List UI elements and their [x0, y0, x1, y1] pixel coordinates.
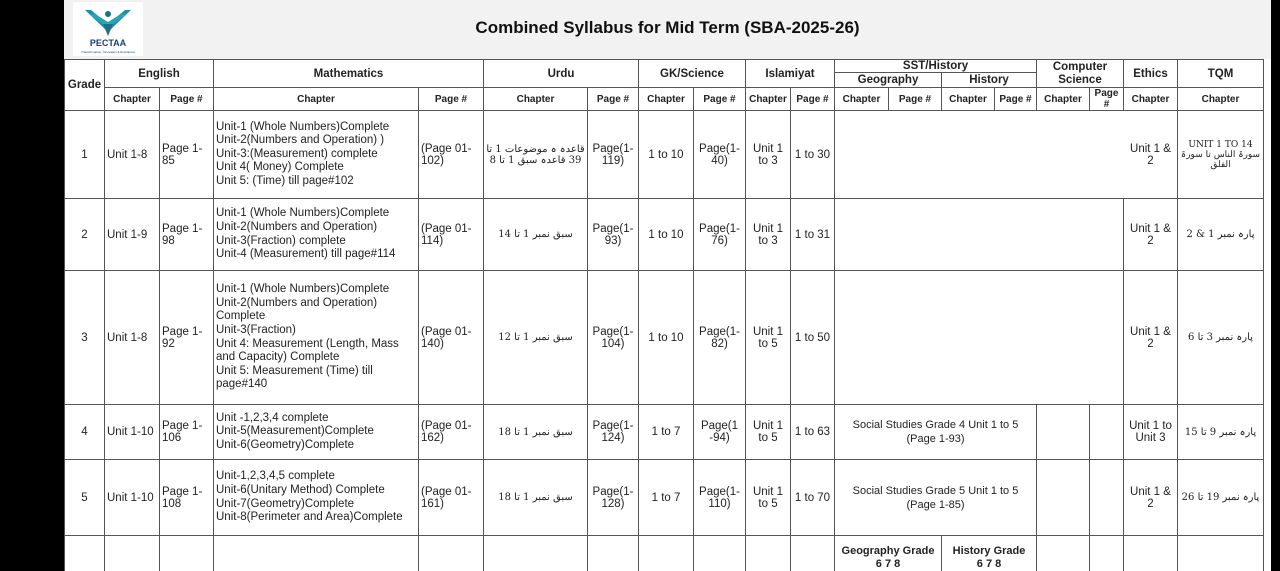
- urdu-chapter-cell: سبق نمبر 1 تا 12: [484, 271, 588, 405]
- computer-page-cell: [1090, 460, 1124, 536]
- empty-cell: [1037, 536, 1090, 571]
- sst-history-header: [835, 60, 1037, 88]
- grade-header: Grade: [65, 60, 105, 111]
- maths-page-cell: (Page 01-114): [419, 199, 484, 271]
- empty-cell: [105, 536, 160, 571]
- tqm-cell: پارہ نمبر 9 تا 15: [1178, 405, 1264, 460]
- islamiyat-header: Islamiyat: [746, 60, 835, 88]
- empty-cell: [746, 536, 791, 571]
- english-chapter-cell: Unit 1-9: [105, 199, 160, 271]
- social-studies-cell: [835, 460, 1037, 536]
- history-chapter-header: Chapter: [942, 88, 995, 111]
- maths-page-cell: (Page 01-162): [419, 405, 484, 460]
- urdu-chapter-cell: سبق نمبر 1 تا 18: [484, 405, 588, 460]
- grade-cell: 1: [65, 111, 105, 199]
- islamiyat-page-cell: 1 to 31: [791, 199, 835, 271]
- english-chapter-header: Chapter: [105, 88, 160, 111]
- tqm-cell: پارہ نمبر 3 تا 6: [1178, 271, 1264, 405]
- english-chapter-cell: Unit 1-10: [105, 405, 160, 460]
- geography-grade-cell: [835, 536, 942, 571]
- maths-line: Unit 4( Money) Complete: [216, 161, 344, 174]
- table-row: [65, 271, 1264, 405]
- islamiyat-page-cell: 1 to 70: [791, 460, 835, 536]
- islamiyat-chapter-cell: Unit 1 to 5: [746, 271, 791, 405]
- urdu-page-cell: Page(1-124): [588, 405, 639, 460]
- gk-page-cell: Page(1-110): [694, 460, 746, 536]
- maths-line: Complete: [216, 310, 266, 323]
- computer-chapter-header: Chapter: [1037, 88, 1090, 111]
- history-header: History: [969, 74, 1009, 86]
- geography-header: Geography: [835, 73, 942, 87]
- gk-chapter-cell: 1 to 7: [639, 405, 694, 460]
- english-page-cell: Page 1-108: [160, 460, 214, 536]
- urdu-page-cell: Page(1-128): [588, 460, 639, 536]
- gk-chapter-cell: 1 to 10: [639, 271, 694, 405]
- history-grade-cell: [942, 536, 1037, 571]
- urdu-chapter-cell: سبق نمبر 1 تا 14: [484, 199, 588, 271]
- urdu-chapter-header: Chapter: [484, 88, 588, 111]
- sst-line: (Page 1-93): [906, 433, 965, 445]
- empty-cell: [1090, 536, 1124, 571]
- table-row: [65, 111, 1264, 199]
- maths-line: Unit -1,2,3,4 complete: [216, 411, 329, 424]
- computer-page-header: Page #: [1090, 88, 1124, 111]
- empty-cell: [65, 536, 105, 571]
- maths-line: and Capacity) Complete: [216, 351, 340, 364]
- mathematics-header: Mathematics: [214, 60, 484, 88]
- social-studies-cell: [835, 405, 1037, 460]
- maths-page-cell: (Page 01-161): [419, 460, 484, 536]
- geography-page-header: Page #: [889, 88, 942, 111]
- maths-line: Unit-3(Fraction): [216, 323, 296, 336]
- ethics-cell: Unit 1 & 2: [1124, 460, 1178, 536]
- page-title: Combined Syllabus for Mid Term (SBA-2025-26): [475, 18, 860, 37]
- english-header: English: [105, 60, 214, 88]
- empty-cell: [419, 536, 484, 571]
- english-page-cell: Page 1-98: [160, 199, 214, 271]
- tqm-chapter-header: Chapter: [1178, 88, 1264, 111]
- sst-line: Social Studies Grade 5 Unit 1 to 5: [852, 484, 1019, 497]
- computer-chapter-cell: [1037, 405, 1090, 460]
- maths-line: Unit-1 (Whole Numbers)Complete: [216, 283, 390, 296]
- ethics-cell: Unit 1 to Unit 3: [1124, 405, 1178, 460]
- maths-line: Unit-6(Geometry)Complete: [216, 438, 355, 451]
- gk-chapter-cell: 1 to 10: [639, 111, 694, 199]
- table-row: [65, 405, 1264, 460]
- gk-chapter-cell: 1 to 7: [639, 460, 694, 536]
- english-page-cell: Page 1-85: [160, 111, 214, 199]
- ethics-cell: Unit 1 & 2: [1124, 199, 1178, 271]
- gk-page-header: Page #: [694, 88, 746, 111]
- history-grade-label: History Grade: [952, 545, 1026, 557]
- grade-cell: 4: [65, 405, 105, 460]
- empty-cell: [214, 536, 419, 571]
- tqm-cell: پارہ نمبر 19 تا 26: [1178, 460, 1264, 536]
- gk-chapter-header: Chapter: [639, 88, 694, 111]
- maths-line: Unit-1 (Whole Numbers)Complete: [216, 120, 390, 133]
- ethics-header: Ethics: [1124, 60, 1178, 88]
- maths-line: Unit-6(Unitary Method) Complete: [216, 483, 385, 496]
- ethics-cell: Unit 1 & 2: [1124, 271, 1178, 405]
- maths-line: Unit-1 (Whole Numbers)Complete: [216, 207, 390, 220]
- header-row-2: [65, 88, 1264, 111]
- gk-chapter-cell: 1 to 10: [639, 199, 694, 271]
- maths-chapter-cell: [214, 199, 419, 271]
- english-page-cell: Page 1-92: [160, 271, 214, 405]
- gk-page-cell: Page(1-40): [694, 111, 746, 199]
- maths-line: Unit-2(Numbers and Operation): [216, 220, 378, 233]
- islamiyat-chapter-header: Chapter: [746, 88, 791, 111]
- maths-line: Unit-7(Geometry)Complete: [216, 497, 355, 510]
- syllabus-table: [64, 59, 1264, 571]
- english-chapter-cell: Unit 1-10: [105, 460, 160, 536]
- tqm-cell: پارہ نمبر 1 & 2: [1178, 199, 1264, 271]
- gk-science-header: GK/Science: [639, 60, 746, 88]
- urdu-header: Urdu: [484, 60, 639, 88]
- english-page-header: Page #: [160, 88, 214, 111]
- gk-page-cell: Page(1-82): [694, 271, 746, 405]
- table-row: [65, 199, 1264, 271]
- empty-cell: [639, 536, 694, 571]
- urdu-chapter-cell: سبق نمبر 1 تا 18: [484, 460, 588, 536]
- maths-line: Unit-5(Measurement)Complete: [216, 425, 374, 438]
- empty-sst-cell: [835, 111, 1124, 199]
- urdu-chapter-cell: قاعدہ ہ موضوعات 1 تا 39 قاعدہ سبق 1 تا 8: [484, 111, 588, 199]
- ethics-cell: Unit 1 & 2: [1124, 111, 1178, 199]
- sst-line: (Page 1-85): [906, 498, 965, 511]
- computer-page-cell: [1090, 405, 1124, 460]
- english-chapter-cell: Unit 1-8: [105, 271, 160, 405]
- maths-page-cell: (Page 01-140): [419, 271, 484, 405]
- geography-grade-list: 6 7 8: [875, 558, 901, 570]
- maths-page-header: Page #: [419, 88, 484, 111]
- maths-line: Unit-2(Numbers and Operation) ): [216, 134, 385, 147]
- english-chapter-cell: Unit 1-8: [105, 111, 160, 199]
- header-row-1: [65, 60, 1264, 88]
- empty-sst-cell: [835, 271, 1124, 405]
- maths-page-cell: (Page 01-102): [419, 111, 484, 199]
- maths-chapter-cell: [214, 405, 419, 460]
- maths-chapter-cell: [214, 271, 419, 405]
- islamiyat-page-cell: 1 to 30: [791, 111, 835, 199]
- islamiyat-chapter-cell: Unit 1 to 5: [746, 405, 791, 460]
- maths-line: Unit-1,2,3,4,5 complete: [216, 470, 335, 483]
- islamiyat-chapter-cell: Unit 1 to 3: [746, 111, 791, 199]
- maths-line: Unit-8(Perimeter and Area)Complete: [216, 511, 403, 524]
- english-page-cell: Page 1-106: [160, 405, 214, 460]
- sst-line: Social Studies Grade 4 Unit 1 to 5: [852, 419, 1019, 431]
- empty-cell: [1124, 536, 1178, 571]
- svg-text:Transformation, Innovation & E: Transformation, Innovation & Excellence: [81, 50, 135, 54]
- empty-sst-cell: [835, 199, 1124, 271]
- tqm-header: TQM: [1178, 60, 1264, 88]
- urdu-page-header: Page #: [588, 88, 639, 111]
- maths-line: Unit-4 (Measurement) till page#114: [216, 248, 396, 261]
- islamiyat-chapter-cell: Unit 1 to 5: [746, 460, 791, 536]
- grade-cell: 2: [65, 199, 105, 271]
- computer-chapter-cell: [1037, 460, 1090, 536]
- islamiyat-page-cell: 1 to 63: [791, 405, 835, 460]
- maths-line: Unit 4: Measurement (Length, Mass: [216, 337, 399, 350]
- geography-grade-label: Geography Grade: [841, 545, 935, 557]
- urdu-page-cell: Page(1-104): [588, 271, 639, 405]
- maths-chapter-cell: [214, 111, 419, 199]
- maths-line: page#140: [216, 378, 268, 391]
- grade-cell: 5: [65, 460, 105, 536]
- gk-page-cell: Page(1 -94): [694, 405, 746, 460]
- empty-cell: [694, 536, 746, 571]
- sst-subheaders: [835, 73, 1036, 87]
- svg-text:PECTAA: PECTAA: [89, 38, 127, 48]
- table-row: [65, 460, 1264, 536]
- empty-cell: [1178, 536, 1264, 571]
- syllabus-sheet: [64, 0, 1271, 571]
- tqm-cell: UNIT 1 TO 14 سورۃ الناس تا سورۃ الفلق: [1178, 111, 1264, 199]
- urdu-page-cell: Page(1-93): [588, 199, 639, 271]
- history-page-header: Page #: [995, 88, 1037, 111]
- header-bar: [64, 0, 1271, 59]
- maths-line: Unit 5: (Time) till page#102: [216, 174, 354, 187]
- maths-line: Unit-3(Fraction) complete: [216, 234, 346, 247]
- empty-cell: [160, 536, 214, 571]
- geography-chapter-header: Chapter: [835, 88, 889, 111]
- maths-line: Unit-2(Numbers and Operation): [216, 296, 378, 309]
- maths-line: Unit-3:(Measurement) complete: [216, 147, 378, 160]
- maths-line: Unit 5: Measurement (Time) till: [216, 364, 373, 377]
- maths-chapter-header: Chapter: [214, 88, 419, 111]
- islamiyat-page-cell: 1 to 50: [791, 271, 835, 405]
- sst-title: SST/History: [835, 60, 1036, 73]
- computer-science-header: Computer Science: [1037, 60, 1124, 88]
- urdu-page-cell: Page(1-119): [588, 111, 639, 199]
- maths-chapter-cell: [214, 460, 419, 536]
- grade-cell: 3: [65, 271, 105, 405]
- islamiyat-page-header: Page #: [791, 88, 835, 111]
- islamiyat-chapter-cell: Unit 1 to 3: [746, 199, 791, 271]
- footer-row: [65, 536, 1264, 571]
- history-grade-list: 6 7 8: [976, 558, 1002, 570]
- gk-page-cell: Page(1-76): [694, 199, 746, 271]
- ethics-chapter-header: Chapter: [1124, 88, 1178, 111]
- empty-cell: [484, 536, 588, 571]
- empty-cell: [791, 536, 835, 571]
- empty-cell: [588, 536, 639, 571]
